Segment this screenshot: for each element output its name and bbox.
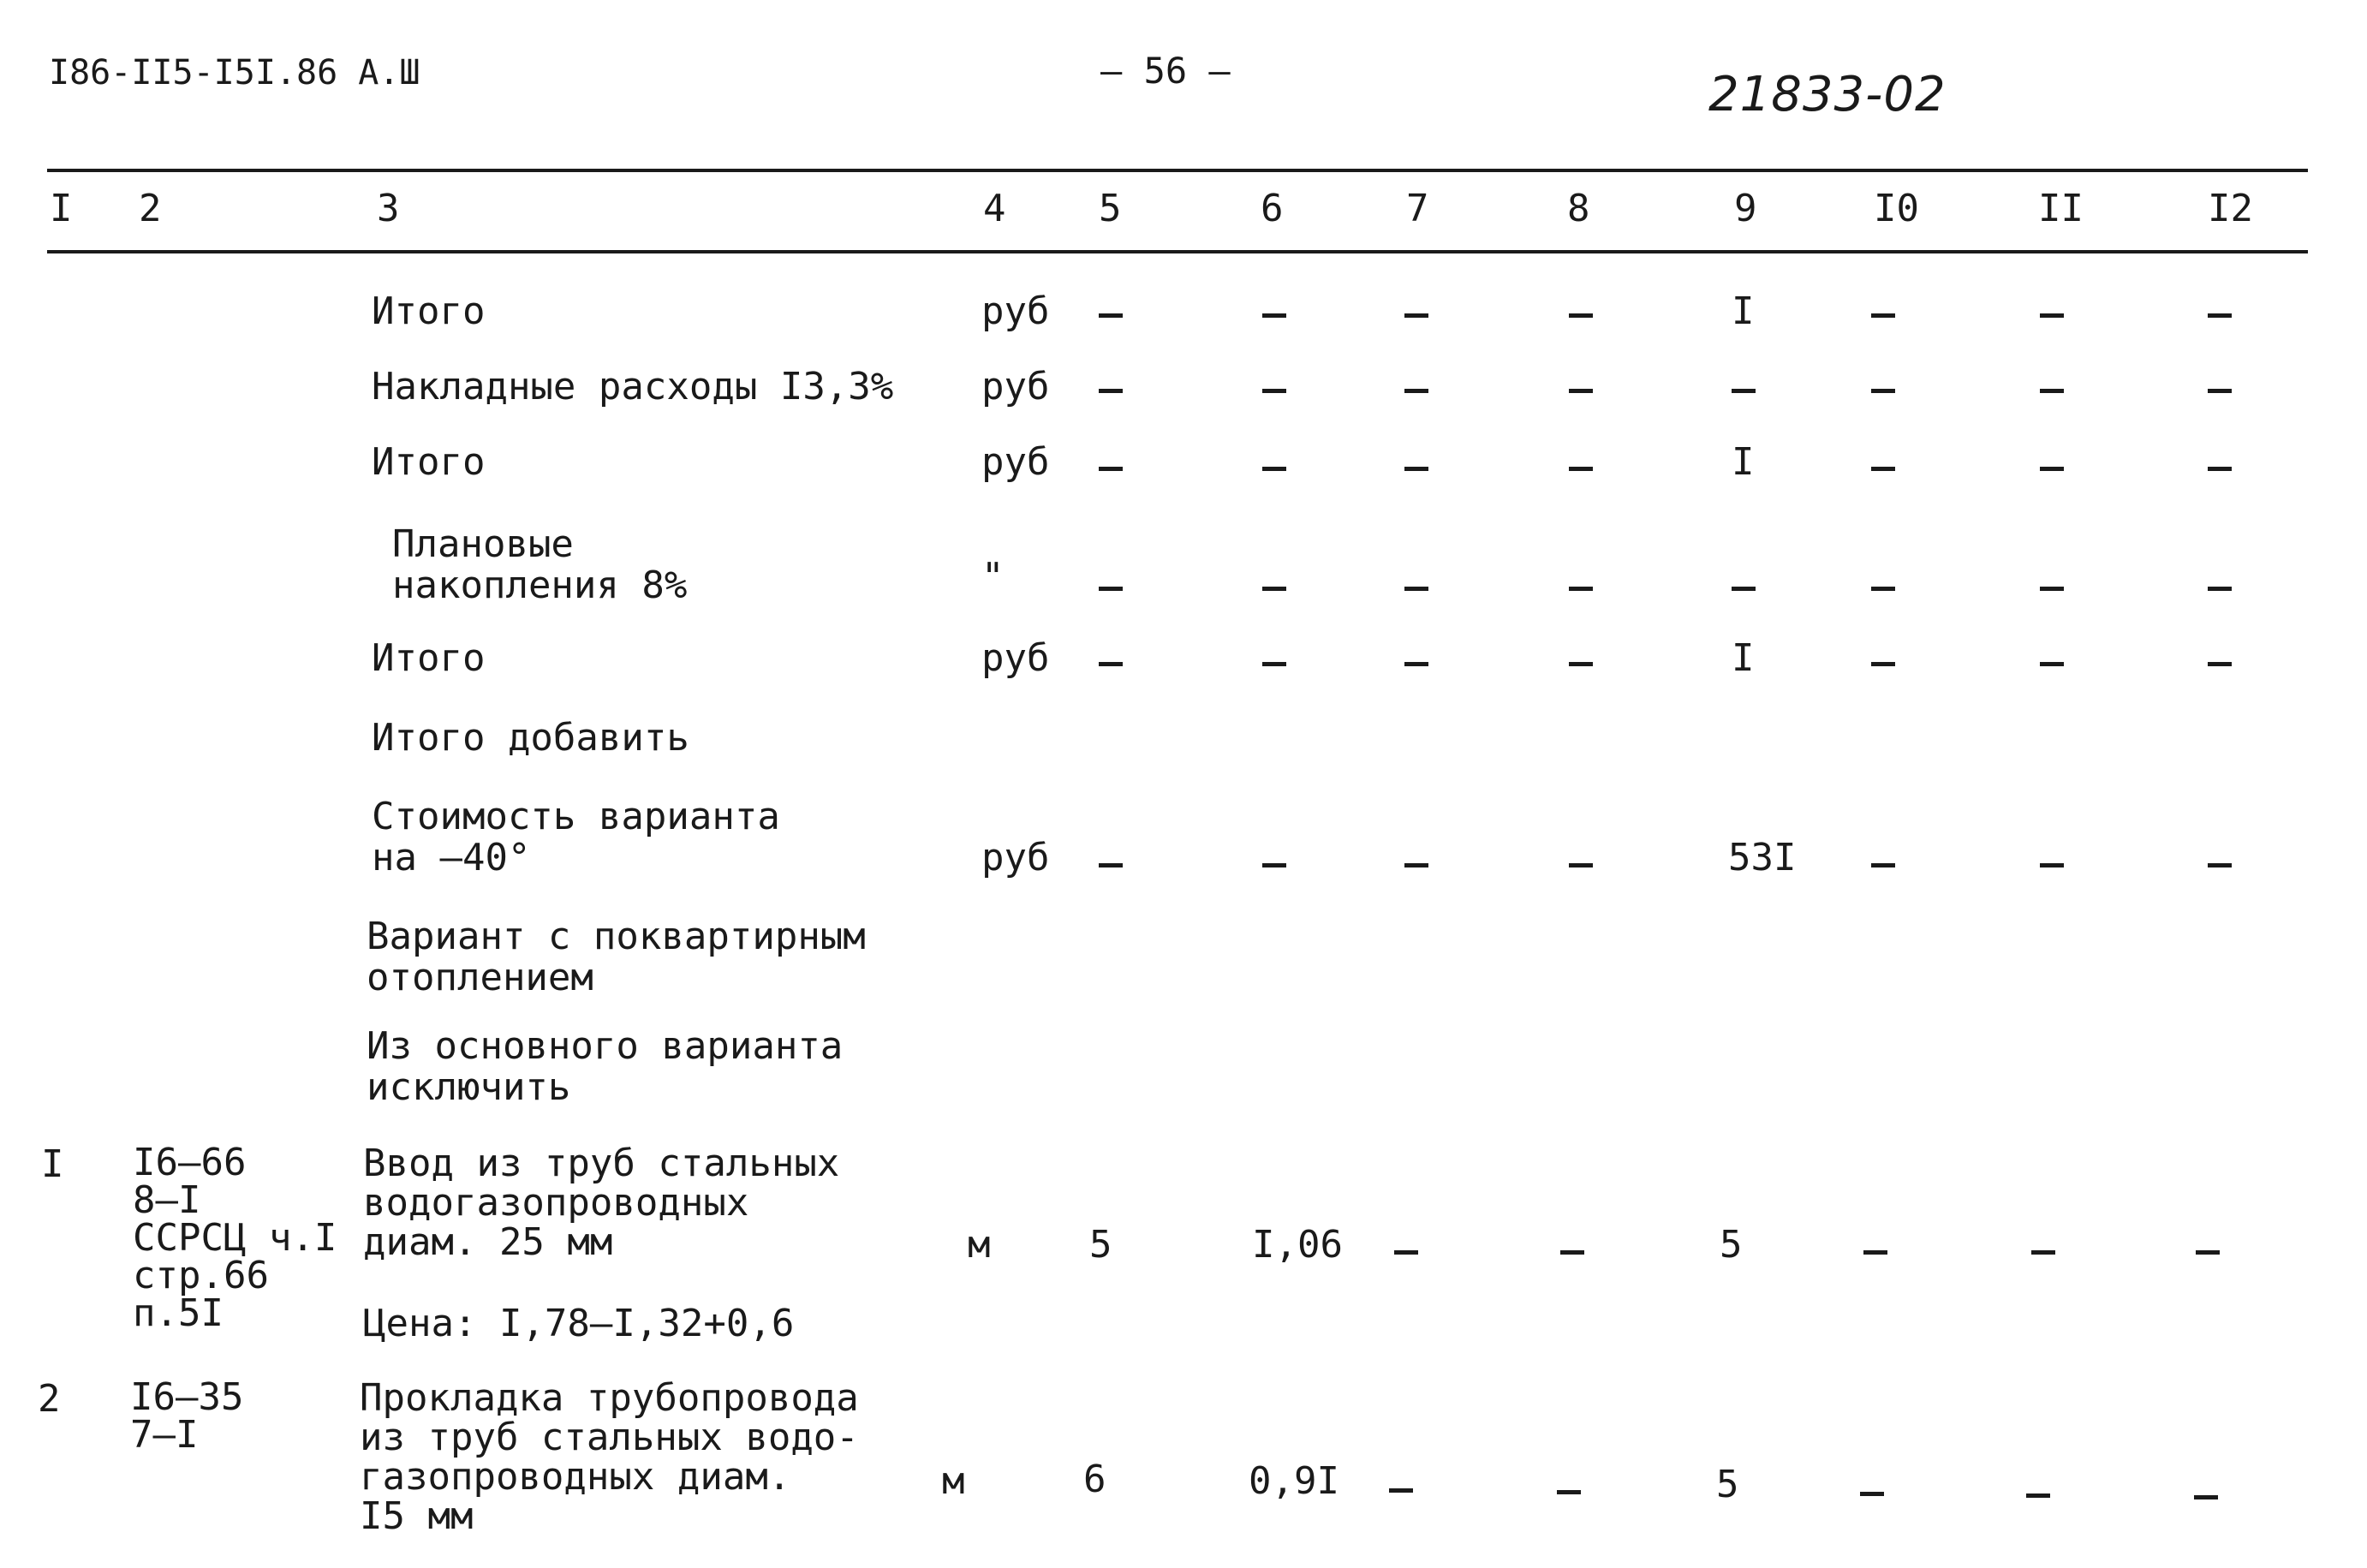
empty-dash	[1404, 467, 1428, 471]
empty-dash	[1569, 313, 1593, 318]
handwritten-number: 21833-02	[1708, 67, 1947, 122]
column-number: 2	[139, 187, 162, 230]
column-number: I2	[2208, 187, 2253, 230]
empty-dash	[2208, 389, 2232, 393]
column-number: 8	[1567, 187, 1590, 230]
column-number: 4	[983, 187, 1006, 230]
empty-dash	[2040, 467, 2064, 471]
empty-dash	[1560, 1250, 1584, 1255]
empty-dash	[1569, 389, 1593, 393]
empty-dash	[2040, 389, 2064, 393]
row-col9-value: I	[1732, 636, 1755, 680]
empty-dash	[2040, 863, 2064, 867]
empty-dash	[1569, 863, 1593, 867]
row-reference: I6–66 8–I ССРСЦ ч.I стр.66 п.5I	[133, 1141, 337, 1335]
empty-dash	[1871, 587, 1895, 591]
row-description: Итого	[372, 289, 486, 333]
empty-dash	[2208, 863, 2232, 867]
column-number: 7	[1406, 187, 1429, 230]
empty-dash	[1871, 467, 1895, 471]
row-col9-value: I	[1732, 289, 1755, 333]
empty-dash	[1262, 313, 1286, 318]
empty-dash	[1557, 1490, 1581, 1494]
empty-dash	[2208, 313, 2232, 318]
row-unit: м	[968, 1223, 991, 1267]
empty-dash	[1262, 467, 1286, 471]
row-description: Итого	[372, 636, 486, 680]
empty-dash	[1099, 389, 1123, 393]
row-item-number: I	[41, 1142, 64, 1186]
row-description: Итого	[372, 440, 486, 484]
row-unit: м	[942, 1459, 965, 1503]
column-number: 3	[377, 187, 400, 230]
row-description: Стоимость варианта на –40°	[372, 795, 780, 879]
row-quantity: 6	[1083, 1458, 1106, 1501]
column-number: 9	[1734, 187, 1757, 230]
empty-dash	[1860, 1492, 1884, 1496]
empty-dash	[1404, 389, 1428, 393]
row-description: Вариант с поквартирным отоплением	[367, 915, 866, 999]
empty-dash	[1099, 467, 1123, 471]
row-quantity: 5	[1089, 1223, 1112, 1267]
page-number: – 56 –	[1100, 50, 1231, 92]
row-description: Ввод из труб стальных водогазопроводных диам. 25 мм	[363, 1142, 840, 1264]
column-number: I0	[1874, 187, 1919, 230]
empty-dash	[1404, 863, 1428, 867]
empty-dash	[2208, 467, 2232, 471]
empty-dash	[1262, 662, 1286, 666]
empty-dash	[2031, 1250, 2055, 1255]
empty-dash	[1262, 389, 1286, 393]
empty-dash	[1569, 587, 1593, 591]
row-col9-value: 53I	[1728, 836, 1797, 879]
table-header-rule	[47, 250, 2308, 253]
empty-dash	[2040, 662, 2064, 666]
empty-dash	[1871, 662, 1895, 666]
empty-dash	[2208, 662, 2232, 666]
empty-dash	[1099, 863, 1123, 867]
row-unit: руб	[981, 636, 1050, 680]
empty-dash	[1871, 313, 1895, 318]
empty-dash	[2196, 1250, 2220, 1255]
empty-dash	[2040, 313, 2064, 318]
row-unit: руб	[981, 836, 1050, 879]
empty-dash	[1569, 662, 1593, 666]
row-unit: "	[981, 555, 1005, 599]
row-item-number: 2	[38, 1377, 61, 1421]
row-description: Накладные расходы I3,3%	[372, 365, 894, 408]
empty-dash	[2194, 1495, 2218, 1499]
row-rate: 0,9I	[1249, 1459, 1339, 1503]
column-number: 5	[1099, 187, 1122, 230]
column-number: II	[2038, 187, 2084, 230]
row-unit: руб	[981, 289, 1050, 333]
empty-dash	[1863, 1250, 1887, 1255]
empty-dash	[2026, 1493, 2050, 1498]
document-code: I86-II5-I5I.86 А.Ш	[49, 53, 420, 92]
empty-dash	[1404, 313, 1428, 318]
column-number: I	[50, 187, 73, 230]
empty-dash	[1389, 1488, 1413, 1493]
row-description: Плановые накопления 8%	[392, 522, 688, 607]
empty-dash	[1732, 587, 1756, 591]
table-top-rule	[47, 169, 2308, 172]
empty-dash	[1262, 863, 1286, 867]
row-unit: руб	[981, 440, 1050, 484]
empty-dash	[1871, 863, 1895, 867]
empty-dash	[1099, 662, 1123, 666]
row-unit: руб	[981, 365, 1050, 408]
empty-dash	[1404, 662, 1428, 666]
empty-dash	[1099, 313, 1123, 318]
row-col9-value: 5	[1720, 1223, 1743, 1267]
column-number: 6	[1261, 187, 1284, 230]
row-description: Итого добавить	[372, 716, 689, 760]
empty-dash	[2208, 587, 2232, 591]
empty-dash	[1871, 389, 1895, 393]
row-reference: I6–35 7–I	[130, 1375, 244, 1457]
row-col9-value: 5	[1716, 1463, 1739, 1506]
row-rate: I,06	[1252, 1223, 1343, 1267]
empty-dash	[1404, 587, 1428, 591]
row-description: Из основного варианта исключить	[367, 1024, 844, 1109]
empty-dash	[2040, 587, 2064, 591]
row-description: Прокладка трубопровода из труб стальных водо- газопроводных диам. I5 мм	[360, 1376, 859, 1538]
empty-dash	[1394, 1250, 1418, 1255]
empty-dash	[1099, 587, 1123, 591]
empty-dash	[1732, 389, 1756, 393]
row-col9-value: I	[1732, 440, 1755, 484]
empty-dash	[1569, 467, 1593, 471]
empty-dash	[1262, 587, 1286, 591]
row-price-note: Цена: I,78–I,32+0,6	[363, 1302, 795, 1345]
